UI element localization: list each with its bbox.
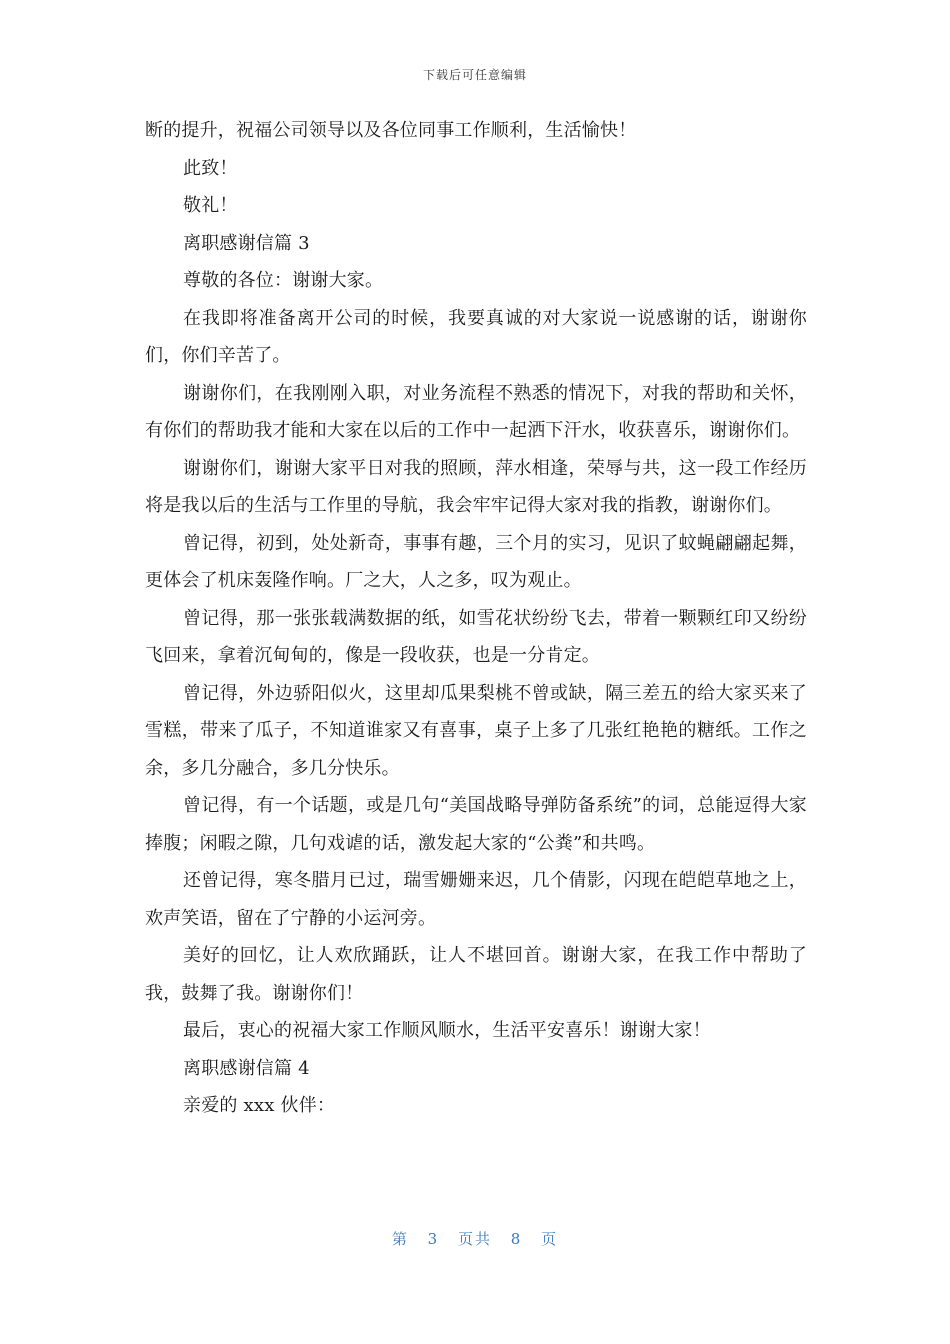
section-heading: 离职感谢信篇 4	[183, 1057, 310, 1079]
paragraph: 曾记得，那一张张载满数据的纸，如雪花状纷纷飞去，带着一颗颗红印又纷纷飞回来，拿着沉甸甸的，像是一段收获，也是一分肯定。	[145, 607, 807, 666]
paragraph: 曾记得，有一个话题，或是几句“美国战略导弹防备系统”的词，总能逗得大家捧腹；闲暇之隙，几句戏谑的话，激发起大家的“公粪”和共鸣。	[145, 795, 807, 854]
paragraph: 敬礼！	[183, 195, 238, 216]
paragraph: 尊敬的各位：谢谢大家。	[183, 270, 384, 291]
page-header: 下载后可任意编辑	[422, 68, 527, 82]
footer-total-pages: 8	[510, 1230, 523, 1248]
paragraph: 此致！	[183, 157, 238, 179]
footer-prefix: 第	[391, 1230, 409, 1248]
paragraph: 最后，衷心的祝福大家工作顺风顺水，生活平安喜乐！谢谢大家！	[183, 1020, 711, 1041]
section-heading: 离职感谢信篇 3	[183, 232, 310, 254]
footer-current-page: 3	[427, 1230, 440, 1248]
paragraph: 谢谢你们，谢谢大家平日对我的照顾，萍水相逢，荣辱与共，这一段工作经历将是我以后的生活与工作里的导航，我会牢牢记得大家对我的指教，谢谢你们。	[145, 457, 807, 516]
paragraph: 在我即将准备离开公司的时候，我要真诚的对大家说一说感谢的话，谢谢你们，你们辛苦了。	[145, 307, 807, 366]
page-footer	[0, 1228, 950, 1249]
paragraph: 曾记得，初到，处处新奇，事事有趣，三个月的实习，见识了蚊蝇翩翩起舞，更体会了机床轰隆作响。厂之大，人之多，叹为观止。	[145, 532, 807, 591]
paragraph: 还曾记得，寒冬腊月已过，瑞雪姗姗来迟，几个倩影，闪现在皑皑草地之上，欢声笑语，留在了宁静的小运河旁。	[145, 870, 807, 929]
footer-middle: 页共	[457, 1230, 492, 1248]
paragraph: 曾记得，外边骄阳似火，这里却瓜果梨桃不曾或缺，隔三差五的给大家买来了雪糕，带来了瓜子，不知道谁家又有喜事，桌子上多了几张红艳艳的糖纸。工作之余，多几分融合，多几分快乐。	[145, 682, 807, 779]
footer-suffix: 页	[541, 1230, 559, 1248]
paragraph: 谢谢你们，在我刚刚入职，对业务流程不熟悉的情况下，对我的帮助和关怀，有你们的帮助我才能和大家在以后的工作中一起洒下汗水，收获喜乐，谢谢你们。	[145, 382, 807, 441]
paragraph: 亲爱的 xxx 伙伴：	[183, 1095, 336, 1116]
paragraph: 美好的回忆，让人欢欣踊跃，让人不堪回首。谢谢大家，在我工作中帮助了我，鼓舞了我。谢谢你们！	[145, 945, 807, 1004]
paragraph: 断的提升，祝福公司领导以及各位同事工作顺利，生活愉快！	[145, 120, 637, 141]
document-body	[145, 112, 807, 1125]
